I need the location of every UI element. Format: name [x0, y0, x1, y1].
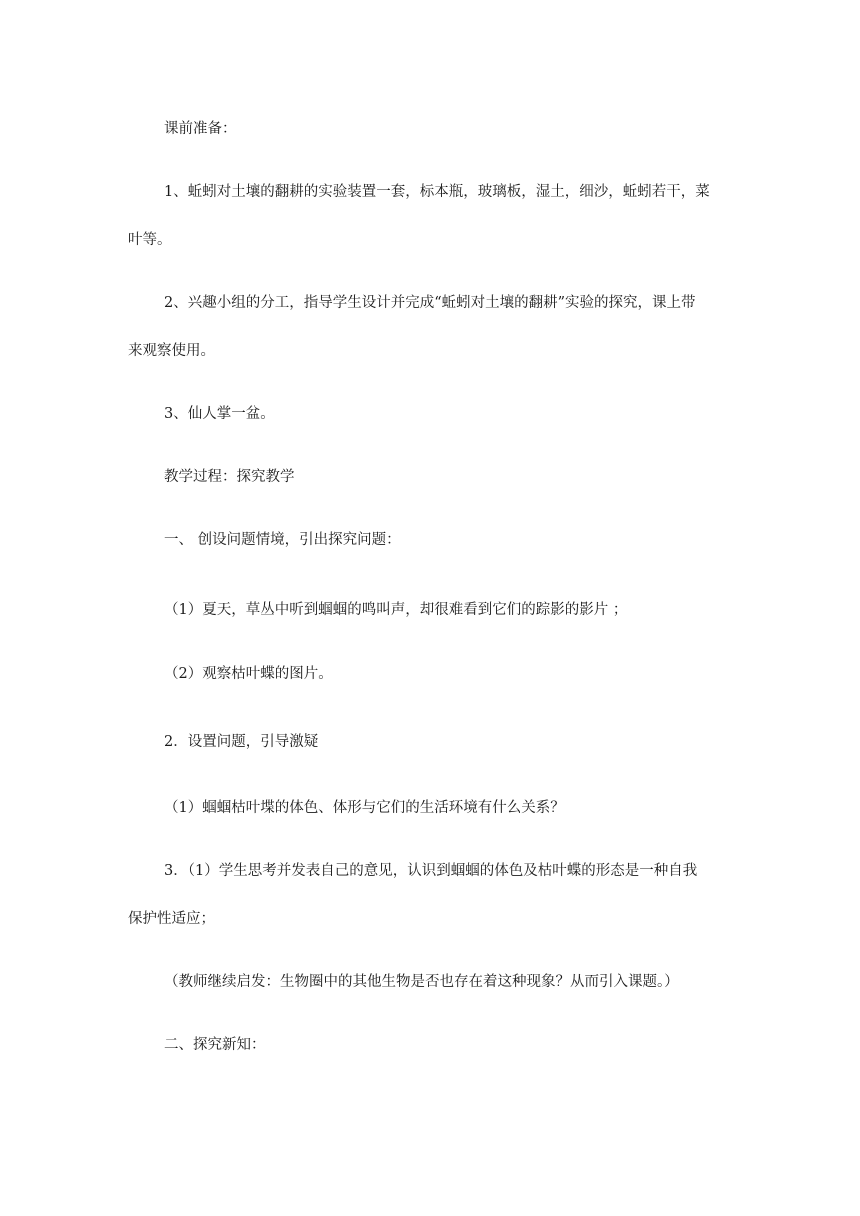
list-item-butterfly-picture: （2）观察枯叶蝶的图片。 [164, 666, 333, 682]
paragraph-item-2-line-1: 2、兴趣小组的分工，指导学生设计并完成“蚯蚓对土壤的翻耕”实验的探究，课上带 [164, 295, 696, 311]
paragraph-set-question: 2．设置问题，引导激疑 [164, 734, 319, 750]
paragraph-item-3-line-2: 保护性适应； [128, 911, 215, 927]
section-heading-part-two: 二、探究新知： [164, 1037, 266, 1053]
paragraph-item-2-line-2: 来观察使用。 [128, 343, 215, 359]
list-item-summer-video: （1）夏天，草丛中听到蝈蝈的鸣叫声，却很难看到它们的踪影的影片 ； [164, 602, 628, 618]
paragraph-teacher-prompt: （教师继续启发：生物圈中的其他生物是否也存在着这种现象？从而引入课题。） [164, 974, 679, 990]
paragraph-item-1-line-1: 1、蚯蚓对土壤的翻耕的实验装置一套，标本瓶，玻璃板，湿土，细沙，蚯蚓若干，菜 [164, 184, 710, 200]
section-heading-preparation: 课前准备： [164, 121, 237, 137]
paragraph-item-3: 3、仙人掌一盆。 [164, 406, 275, 422]
section-heading-teaching-process: 教学过程：探究教学 [164, 469, 295, 485]
list-item-question: （1）蝈蝈枯叶堞的体色、体形与它们的生活环境有什么关系？ [164, 800, 565, 816]
paragraph-item-1-line-2: 叶等。 [128, 232, 172, 248]
paragraph-item-3-line-1: 3．（1）学生思考并发表自己的意见，认识到蝈蝈的体色及枯叶蝶的形态是一种自我 [164, 863, 698, 879]
section-heading-part-one: 一、 创设问题情境，引出探究问题： [164, 532, 401, 548]
